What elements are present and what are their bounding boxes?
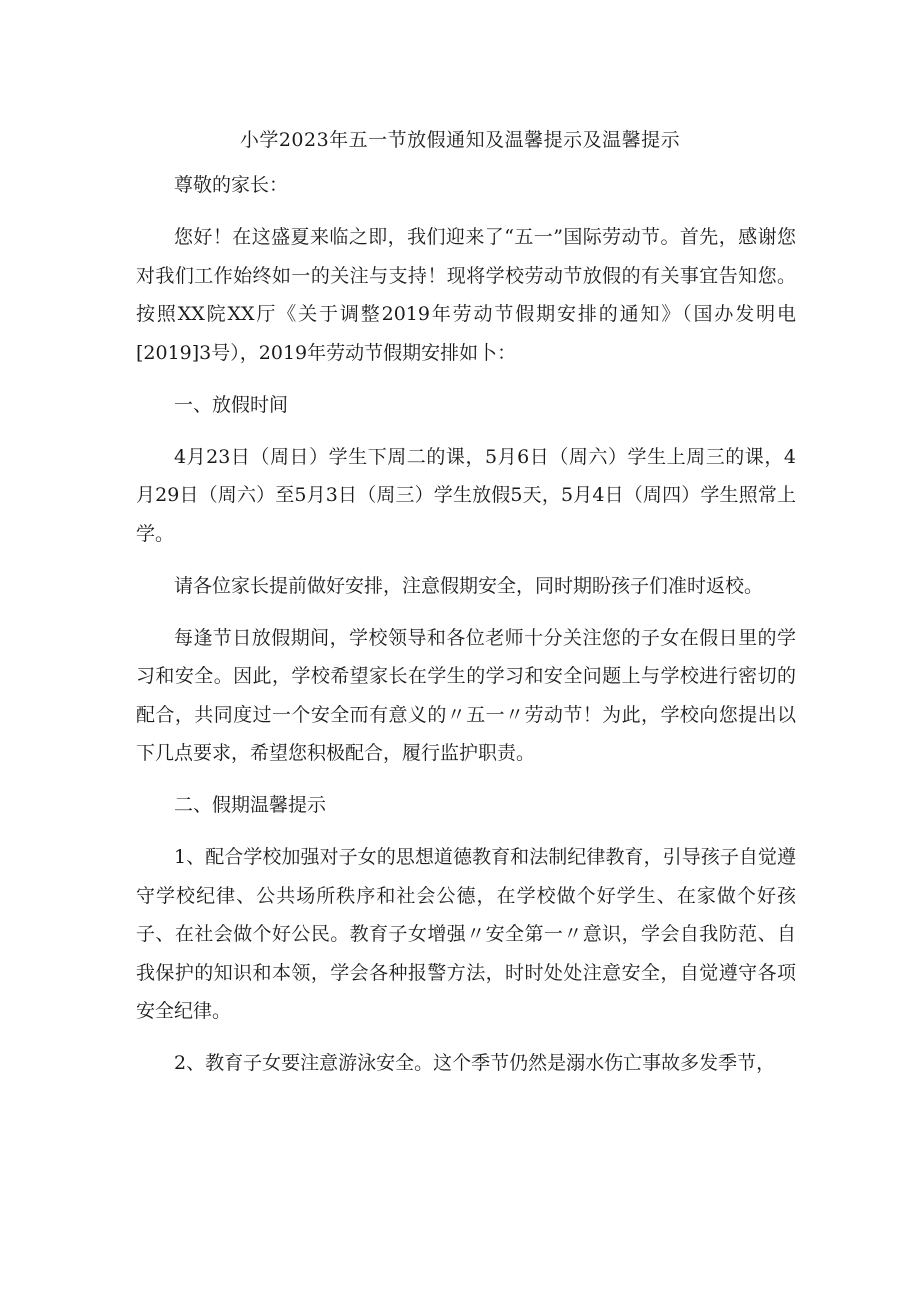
- document-body: [136, 166, 796, 1096]
- salutation: 尊敬的家长：: [174, 174, 289, 196]
- paragraph-tip-2: 2、教育子女要注意游泳安全。这个季节仍然是溺水伤亡事故多发季节，: [174, 1052, 776, 1074]
- document-title: 小学2023年五一节放假通知及温馨提示及温馨提示: [239, 129, 681, 151]
- paragraph-arrangement-reminder: 请各位家长提前做好安排，注意假期安全，同时期盼孩子们准时返校。: [174, 574, 764, 597]
- paragraph-school-concern: 每逢节日放假期间，学校领导和各位老师十分关注您的子女在假日里的学习和安全。因此，学校希望家长在学生的学习和安全问题上与学校进行密切的配合，共同度过一个安全而有意义的〃五一〃劳动节！为此，学校向您提出以下几点要求，希望您积极配合，履行监护职责。: [136, 626, 796, 764]
- paragraph-greeting: 您好！在这盛夏来临之即，我们迎来了“五一”国际劳动节。首先，感谢您对我们工作始终如一的关注与支持！现将学校劳动节放假的有关事宜告知您。按照XX院XX厅《关于调整2019年劳动节假期安排的通知》（国办发明电[2019]3号），2019年劳动节假期安排如卜：: [136, 226, 796, 364]
- paragraph-holiday-schedule: 4月23日（周日）学生下周二的课，5月6日（周六）学生上周三的课，4月29日（周六）至5月3日（周三）学生放假5天，5月4日（周四）学生照常上学。: [136, 445, 796, 545]
- section-heading-tips: 二、假期温馨提示: [174, 794, 327, 816]
- section-heading-holiday-time: 一、放假时间: [174, 393, 289, 416]
- paragraph-tip-1: 1、配合学校加强对子女的思想道德教育和法制纪律教育，引导孩子自觉遵守学校纪律、公共场所秩序和社会公德，在学校做个好学生、在家做个好孩子、在社会做个好公民。教育子女增强〃安全第一〃意识，学会自我防范、自我保护的知识和本领，学会各种报警方法，时时处处注意安全，自觉遵守各项安全纪律。: [136, 846, 796, 1022]
